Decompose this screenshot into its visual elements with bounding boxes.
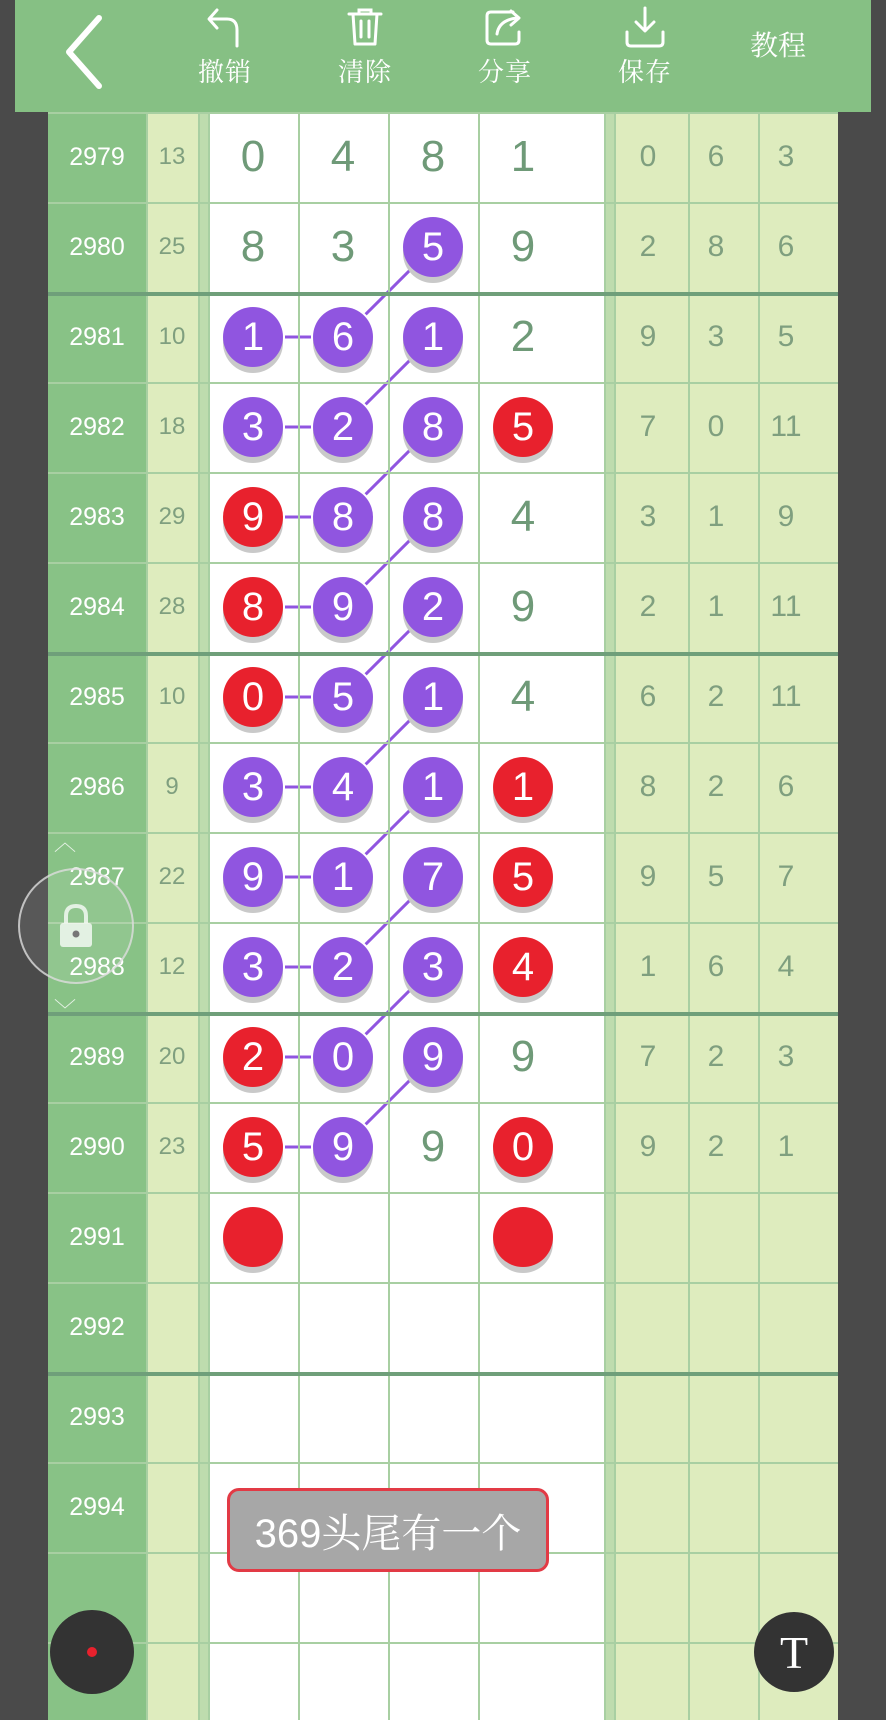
stat-value: 7 <box>777 860 795 893</box>
sum-value: 23 <box>158 1133 186 1160</box>
sum-value: 22 <box>158 863 186 890</box>
stat-value: 7 <box>639 1040 657 1073</box>
sum-value <box>146 1192 198 1282</box>
red-ball[interactable]: 9 <box>223 487 283 547</box>
red-ball[interactable]: 0 <box>223 667 283 727</box>
digit-cell[interactable] <box>299 1192 387 1282</box>
digit-cell[interactable] <box>479 202 567 292</box>
period-number: 2992 <box>69 1312 125 1341</box>
digit-cell[interactable] <box>209 562 297 652</box>
undo-label: 撤销 <box>197 57 252 87</box>
digit-cell[interactable] <box>299 562 387 652</box>
purple-ball[interactable]: 8 <box>313 487 373 547</box>
purple-ball[interactable]: 8 <box>403 487 463 547</box>
chevron-up-icon: ︿ <box>54 830 77 855</box>
red-ball[interactable]: 1 <box>493 757 553 817</box>
purple-ball[interactable]: 5 <box>313 667 373 727</box>
save-button[interactable] <box>595 0 695 112</box>
record-button[interactable] <box>50 1610 134 1694</box>
digit-cell[interactable] <box>389 1192 477 1282</box>
stat-value: 3 <box>707 320 725 353</box>
sum-value <box>146 1372 198 1462</box>
stat-value: 1 <box>639 950 657 983</box>
stat-value: 11 <box>770 410 802 443</box>
sum-value: 9 <box>165 773 179 800</box>
digit-cell[interactable] <box>479 112 567 202</box>
digit-cell[interactable] <box>479 1012 567 1102</box>
digit-cell[interactable] <box>389 562 477 652</box>
period-number: 2982 <box>69 412 125 441</box>
digit-cell[interactable] <box>299 1372 387 1462</box>
digit-cell[interactable] <box>389 1012 477 1102</box>
digit-cell[interactable] <box>389 922 477 1012</box>
digit-cell[interactable] <box>479 472 567 562</box>
chevron-down-icon: ﹀ <box>54 998 77 1023</box>
digit-cell[interactable] <box>389 1102 477 1192</box>
stat-value: 11 <box>770 590 802 623</box>
stat-value: 9 <box>639 320 657 353</box>
digit-cell[interactable] <box>299 1102 387 1192</box>
period-number: 2984 <box>69 592 125 621</box>
digit-cell[interactable] <box>389 652 477 742</box>
digit-cell[interactable] <box>479 1282 567 1372</box>
digit-cell[interactable] <box>209 922 297 1012</box>
digit-cell[interactable] <box>299 1012 387 1102</box>
purple-ball[interactable]: 9 <box>313 577 373 637</box>
sum-value: 29 <box>158 503 186 530</box>
text-tool-button[interactable]: T <box>754 1612 834 1692</box>
annotation-label[interactable]: 369头尾有一个 <box>227 1488 549 1572</box>
digit-cell[interactable] <box>479 832 567 922</box>
stat-value: 6 <box>777 230 795 263</box>
red-ball[interactable] <box>493 1207 553 1267</box>
stat-value: 1 <box>707 500 725 533</box>
digit-cell[interactable] <box>389 472 477 562</box>
period-number: 2986 <box>69 772 125 801</box>
digit-cell[interactable] <box>299 472 387 562</box>
digit-cell[interactable] <box>389 382 477 472</box>
period-number: 2991 <box>69 1222 125 1251</box>
digit-cell[interactable] <box>479 742 567 832</box>
digit-value: 8 <box>420 132 446 181</box>
stat-value: 1 <box>707 590 725 623</box>
digit-value: 9 <box>420 1122 446 1171</box>
digit-value: 4 <box>330 132 356 181</box>
digit-cell[interactable] <box>209 832 297 922</box>
digit-cell[interactable] <box>479 1102 567 1192</box>
period-number: 2980 <box>69 232 125 261</box>
red-ball[interactable]: 0 <box>493 1117 553 1177</box>
stat-value <box>756 1372 816 1462</box>
period-number: 2990 <box>69 1132 125 1161</box>
sum-value <box>146 1462 198 1552</box>
stat-value <box>618 1282 678 1372</box>
undo-button[interactable] <box>175 0 275 112</box>
digit-cell[interactable] <box>389 832 477 922</box>
stat-value: 3 <box>777 140 795 173</box>
digit-cell[interactable] <box>299 832 387 922</box>
stat-value: 0 <box>639 140 657 173</box>
stat-value <box>686 1192 746 1282</box>
stat-value: 8 <box>639 770 657 803</box>
red-ball[interactable]: 5 <box>493 847 553 907</box>
back-chevron-icon <box>55 12 125 92</box>
digit-cell[interactable] <box>299 742 387 832</box>
digit-cell[interactable] <box>209 202 297 292</box>
stat-value <box>686 1282 746 1372</box>
stat-value: 7 <box>639 410 657 443</box>
digit-value: 9 <box>510 582 536 631</box>
stat-value <box>618 1462 678 1552</box>
lock-button[interactable] <box>18 868 134 984</box>
share-icon <box>483 6 527 48</box>
period-number: 2994 <box>69 1492 125 1521</box>
download-icon <box>623 6 667 48</box>
digit-cell[interactable] <box>209 1372 297 1462</box>
stat-value: 2 <box>639 590 657 623</box>
stat-value: 9 <box>777 500 795 533</box>
stat-value: 2 <box>639 230 657 263</box>
stat-value: 4 <box>777 950 795 983</box>
sum-value: 10 <box>158 683 186 710</box>
purple-ball[interactable]: 3 <box>403 937 463 997</box>
stat-value: 6 <box>639 680 657 713</box>
digit-value: 2 <box>510 312 536 361</box>
stat-value: 6 <box>707 950 725 983</box>
period-number: 2981 <box>69 322 125 351</box>
stat-value: 11 <box>770 680 802 713</box>
sum-value <box>146 1282 198 1372</box>
digit-cell[interactable] <box>209 1282 297 1372</box>
purple-ball[interactable]: 2 <box>403 577 463 637</box>
sum-value: 25 <box>158 233 186 260</box>
stat-value: 6 <box>777 770 795 803</box>
digit-cell[interactable] <box>299 112 387 202</box>
trash-icon <box>345 6 385 48</box>
digit-value: 1 <box>510 132 536 181</box>
digit-value: 9 <box>510 1032 536 1081</box>
red-ball[interactable]: 5 <box>493 397 553 457</box>
red-ball[interactable]: 8 <box>223 577 283 637</box>
record-dot-icon <box>87 1647 97 1657</box>
red-ball[interactable]: 4 <box>493 937 553 997</box>
undo-icon <box>205 6 245 48</box>
purple-ball[interactable]: 3 <box>223 937 283 997</box>
stat-value: 9 <box>639 860 657 893</box>
purple-ball[interactable]: 2 <box>313 937 373 997</box>
digit-cell[interactable] <box>299 652 387 742</box>
purple-ball[interactable]: 9 <box>223 847 283 907</box>
purple-ball[interactable]: 8 <box>403 397 463 457</box>
digit-cell[interactable] <box>389 112 477 202</box>
back-button[interactable] <box>55 12 125 92</box>
digit-cell[interactable] <box>209 292 297 382</box>
stat-value <box>686 1462 746 1552</box>
digit-value: 4 <box>510 672 536 721</box>
sum-value: 10 <box>158 323 186 350</box>
period-number: 2987 <box>69 862 125 891</box>
red-ball[interactable]: 2 <box>223 1027 283 1087</box>
digit-value: 9 <box>510 222 536 271</box>
share-button[interactable] <box>455 0 555 112</box>
digit-cell[interactable] <box>479 1372 567 1462</box>
stat-value: 2 <box>707 1040 725 1073</box>
period-number: 2979 <box>69 142 125 171</box>
stat-value: 3 <box>639 500 657 533</box>
stat-value <box>756 1462 816 1552</box>
digit-value: 3 <box>330 222 356 271</box>
purple-ball[interactable]: 6 <box>313 307 373 367</box>
purple-ball[interactable]: 2 <box>313 397 373 457</box>
purple-ball[interactable]: 3 <box>223 397 283 457</box>
sum-value: 18 <box>158 413 186 440</box>
clear-button[interactable] <box>315 0 415 112</box>
digit-cell[interactable] <box>209 1192 297 1282</box>
period-number: 2988 <box>69 952 125 981</box>
digit-cell[interactable] <box>389 292 477 382</box>
purple-ball[interactable]: 1 <box>223 307 283 367</box>
purple-ball[interactable]: 1 <box>403 307 463 367</box>
digit-cell[interactable] <box>299 382 387 472</box>
stat-value: 1 <box>777 1130 795 1163</box>
stat-value <box>756 1282 816 1372</box>
tutorial-button[interactable]: 教程 <box>750 30 807 61</box>
stat-value: 3 <box>777 1040 795 1073</box>
save-label: 保存 <box>617 57 672 87</box>
grid-vline <box>604 112 606 1720</box>
digit-cell[interactable] <box>479 292 567 382</box>
sum-value: 13 <box>158 143 186 170</box>
stat-value: 5 <box>777 320 795 353</box>
digit-cell[interactable] <box>299 1282 387 1372</box>
stat-value: 2 <box>707 680 725 713</box>
trend-chart-grid <box>48 112 838 1720</box>
red-ball[interactable]: 5 <box>223 1117 283 1177</box>
digit-cell[interactable] <box>479 652 567 742</box>
digit-value: 4 <box>510 492 536 541</box>
purple-ball[interactable]: 7 <box>403 847 463 907</box>
stat-value: 9 <box>639 1130 657 1163</box>
digit-cell[interactable] <box>479 382 567 472</box>
sum-value: 20 <box>158 1043 186 1070</box>
stat-value <box>618 1192 678 1282</box>
grid-hline <box>48 1642 838 1644</box>
period-number: 2993 <box>69 1402 125 1431</box>
stat-value: 6 <box>707 140 725 173</box>
purple-ball[interactable]: 4 <box>313 757 373 817</box>
digit-cell[interactable] <box>209 472 297 562</box>
digit-cell[interactable] <box>209 1012 297 1102</box>
digit-cell[interactable] <box>209 652 297 742</box>
digit-value: 8 <box>240 222 266 271</box>
grid-vline <box>614 112 616 1720</box>
digit-cell[interactable] <box>299 922 387 1012</box>
digit-cell[interactable] <box>389 742 477 832</box>
period-number: 2989 <box>69 1042 125 1071</box>
period-number: 2983 <box>69 502 125 531</box>
stat-value: 2 <box>707 770 725 803</box>
digit-cell[interactable] <box>479 922 567 1012</box>
digit-cell[interactable] <box>209 112 297 202</box>
purple-ball[interactable]: 0 <box>313 1027 373 1087</box>
digit-value: 0 <box>240 132 266 181</box>
digit-cell[interactable] <box>209 742 297 832</box>
digit-cell[interactable] <box>389 202 477 292</box>
red-ball[interactable] <box>223 1207 283 1267</box>
sum-value: 28 <box>158 593 186 620</box>
period-number: 2985 <box>69 682 125 711</box>
grid-vline <box>198 112 200 1720</box>
digit-cell[interactable] <box>479 1192 567 1282</box>
digit-cell[interactable] <box>299 292 387 382</box>
stat-value: 5 <box>707 860 725 893</box>
stat-value: 8 <box>707 230 725 263</box>
top-toolbar <box>15 0 871 112</box>
digit-cell[interactable] <box>389 1282 477 1372</box>
purple-ball[interactable]: 9 <box>403 1027 463 1087</box>
share-label: 分享 <box>477 57 532 87</box>
purple-ball[interactable]: 3 <box>223 757 283 817</box>
digit-cell[interactable] <box>299 202 387 292</box>
stat-value <box>618 1372 678 1462</box>
digit-cell[interactable] <box>389 1372 477 1462</box>
digit-cell[interactable] <box>209 1102 297 1192</box>
digit-cell[interactable] <box>209 382 297 472</box>
purple-ball[interactable]: 1 <box>403 667 463 727</box>
purple-ball[interactable]: 1 <box>403 757 463 817</box>
sum-value: 12 <box>158 953 186 980</box>
clear-label: 清除 <box>337 57 392 87</box>
purple-ball[interactable]: 1 <box>313 847 373 907</box>
digit-cell[interactable] <box>479 562 567 652</box>
purple-ball[interactable]: 9 <box>313 1117 373 1177</box>
lock-icon <box>56 903 96 949</box>
stat-value <box>756 1192 816 1282</box>
stat-value: 0 <box>707 410 725 443</box>
purple-ball[interactable]: 5 <box>403 217 463 277</box>
stat-value: 2 <box>707 1130 725 1163</box>
stat-value <box>686 1372 746 1462</box>
